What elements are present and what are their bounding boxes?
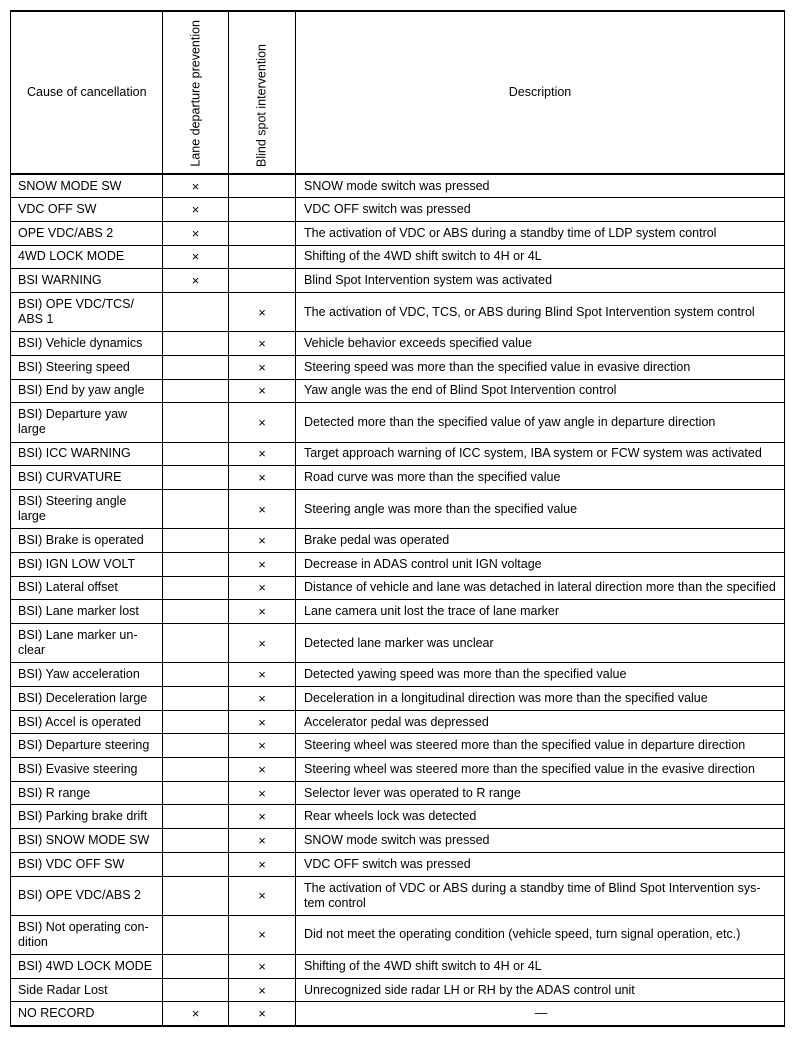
- bsi-mark-cell: ×: [229, 332, 296, 356]
- ldp-mark-cell: [163, 379, 229, 403]
- bsi-mark-cell: ×: [229, 489, 296, 528]
- description-cell: Steering wheel was steered more than the specified value in departure direction: [296, 734, 785, 758]
- cause-cell: BSI) OPE VDC/ABS 2: [11, 876, 163, 915]
- table-row: [11, 805, 785, 829]
- ldp-mark-cell: [163, 442, 229, 466]
- description-cell: The activation of VDC, TCS, or ABS during Blind Spot Intervention system control: [296, 292, 785, 331]
- description-cell: Selector lever was operated to R range: [296, 781, 785, 805]
- ldp-mark-cell: ×: [163, 174, 229, 198]
- cause-cell: BSI) Evasive steering: [11, 758, 163, 782]
- table-row: [11, 781, 785, 805]
- description-cell: Did not meet the operating condition (vehicle speed, turn signal operation, etc.): [296, 915, 785, 954]
- cause-cell: BSI) Lane marker lost: [11, 600, 163, 624]
- cause-cell: BSI) Parking brake drift: [11, 805, 163, 829]
- description-cell: Rear wheels lock was detected: [296, 805, 785, 829]
- cause-cell: BSI) 4WD LOCK MODE: [11, 955, 163, 979]
- description-cell: Detected yawing speed was more than the specified value: [296, 663, 785, 687]
- ldp-mark-cell: [163, 955, 229, 979]
- ldp-mark-cell: [163, 710, 229, 734]
- bsi-mark-cell: ×: [229, 915, 296, 954]
- description-cell: Steering wheel was steered more than the specified value in the evasive direction: [296, 758, 785, 782]
- cause-cell: BSI) Steering angle large: [11, 489, 163, 528]
- bsi-mark-cell: ×: [229, 292, 296, 331]
- ldp-mark-cell: [163, 978, 229, 1002]
- cause-cell: BSI) Yaw acceleration: [11, 663, 163, 687]
- cause-cell: BSI) ICC WARNING: [11, 442, 163, 466]
- bsi-mark-cell: [229, 221, 296, 245]
- header-cause: Cause of cancellation: [11, 11, 163, 174]
- table-row: [11, 624, 785, 663]
- cause-cell: SNOW MODE SW: [11, 174, 163, 198]
- ldp-mark-cell: ×: [163, 198, 229, 222]
- description-cell: Steering angle was more than the specified value: [296, 489, 785, 528]
- bsi-mark-cell: [229, 269, 296, 293]
- bsi-mark-cell: ×: [229, 876, 296, 915]
- table-row: [11, 292, 785, 331]
- header-ldp-label: Lane departure prevention: [188, 20, 202, 167]
- bsi-mark-cell: ×: [229, 442, 296, 466]
- table-row: [11, 174, 785, 198]
- cause-cell: BSI) R range: [11, 781, 163, 805]
- cause-cell: BSI) IGN LOW VOLT: [11, 552, 163, 576]
- description-cell: Shifting of the 4WD shift switch to 4H or 4L: [296, 245, 785, 269]
- bsi-mark-cell: ×: [229, 663, 296, 687]
- ldp-mark-cell: ×: [163, 245, 229, 269]
- table-row: [11, 379, 785, 403]
- ldp-mark-cell: ×: [163, 269, 229, 293]
- table-row: [11, 734, 785, 758]
- description-cell: The activation of VDC or ABS during a standby time of LDP system control: [296, 221, 785, 245]
- description-cell: Brake pedal was operated: [296, 529, 785, 553]
- table-body: [11, 174, 785, 1026]
- bsi-mark-cell: ×: [229, 781, 296, 805]
- ldp-mark-cell: [163, 758, 229, 782]
- table-row: [11, 687, 785, 711]
- ldp-mark-cell: [163, 552, 229, 576]
- table-row: [11, 852, 785, 876]
- bsi-mark-cell: [229, 198, 296, 222]
- cause-cell: BSI) VDC OFF SW: [11, 852, 163, 876]
- description-cell: Unrecognized side radar LH or RH by the ADAS control unit: [296, 978, 785, 1002]
- bsi-mark-cell: [229, 245, 296, 269]
- table-row: [11, 600, 785, 624]
- bsi-mark-cell: ×: [229, 355, 296, 379]
- cause-cell: BSI) Brake is operated: [11, 529, 163, 553]
- ldp-mark-cell: [163, 915, 229, 954]
- header-bsi-label: Blind spot intervention: [254, 44, 269, 167]
- description-cell: Accelerator pedal was depressed: [296, 710, 785, 734]
- ldp-mark-cell: [163, 734, 229, 758]
- table-row: [11, 1002, 785, 1026]
- table-row: [11, 710, 785, 734]
- ldp-mark-cell: [163, 355, 229, 379]
- table-row: [11, 489, 785, 528]
- description-cell: Target approach warning of ICC system, IBA system or FCW system was activated: [296, 442, 785, 466]
- header-blind-spot-intervention: [229, 11, 296, 174]
- bsi-mark-cell: ×: [229, 379, 296, 403]
- description-cell: Lane camera unit lost the trace of lane marker: [296, 600, 785, 624]
- bsi-mark-cell: ×: [229, 600, 296, 624]
- table-row: [11, 355, 785, 379]
- table-row: [11, 915, 785, 954]
- ldp-mark-cell: ×: [163, 221, 229, 245]
- bsi-mark-cell: ×: [229, 466, 296, 490]
- table-row: [11, 442, 785, 466]
- description-cell: Distance of vehicle and lane was detached in lateral direction more than the specified: [296, 576, 785, 600]
- cause-cell: BSI) SNOW MODE SW: [11, 829, 163, 853]
- ldp-mark-cell: [163, 489, 229, 528]
- table-row: [11, 758, 785, 782]
- cause-cell: BSI) Deceleration large: [11, 687, 163, 711]
- cause-cell: BSI) Vehicle dynamics: [11, 332, 163, 356]
- cause-cell: BSI) Accel is operated: [11, 710, 163, 734]
- bsi-mark-cell: ×: [229, 710, 296, 734]
- description-cell: Decrease in ADAS control unit IGN voltage: [296, 552, 785, 576]
- description-cell: Detected lane marker was unclear: [296, 624, 785, 663]
- ldp-mark-cell: [163, 829, 229, 853]
- table-row: [11, 529, 785, 553]
- bsi-mark-cell: ×: [229, 852, 296, 876]
- description-cell: SNOW mode switch was pressed: [296, 829, 785, 853]
- cause-cell: BSI) Not operating con- dition: [11, 915, 163, 954]
- cause-cell: BSI) End by yaw angle: [11, 379, 163, 403]
- ldp-mark-cell: [163, 466, 229, 490]
- bsi-mark-cell: ×: [229, 734, 296, 758]
- cause-cell: OPE VDC/ABS 2: [11, 221, 163, 245]
- table-header: [11, 11, 785, 174]
- ldp-mark-cell: [163, 876, 229, 915]
- cause-cell: Side Radar Lost: [11, 978, 163, 1002]
- bsi-mark-cell: ×: [229, 576, 296, 600]
- table-row: [11, 466, 785, 490]
- description-cell: —: [296, 1002, 785, 1026]
- cancellation-cause-table: [10, 10, 785, 1027]
- bsi-mark-cell: ×: [229, 529, 296, 553]
- cause-cell: BSI) Steering speed: [11, 355, 163, 379]
- bsi-mark-cell: ×: [229, 978, 296, 1002]
- header-lane-departure-prevention: [163, 11, 229, 174]
- table-row: [11, 221, 785, 245]
- ldp-mark-cell: [163, 624, 229, 663]
- description-cell: Detected more than the specified value of yaw angle in departure direction: [296, 403, 785, 442]
- ldp-mark-cell: [163, 687, 229, 711]
- ldp-mark-cell: [163, 852, 229, 876]
- bsi-mark-cell: ×: [229, 758, 296, 782]
- table-row: [11, 269, 785, 293]
- ldp-mark-cell: [163, 576, 229, 600]
- ldp-mark-cell: [163, 600, 229, 624]
- cause-cell: BSI) Departure yaw large: [11, 403, 163, 442]
- cause-cell: BSI) Departure steering: [11, 734, 163, 758]
- bsi-mark-cell: ×: [229, 1002, 296, 1026]
- bsi-mark-cell: ×: [229, 955, 296, 979]
- table-row: [11, 955, 785, 979]
- description-cell: Vehicle behavior exceeds specified value: [296, 332, 785, 356]
- cause-cell: 4WD LOCK MODE: [11, 245, 163, 269]
- bsi-mark-cell: ×: [229, 552, 296, 576]
- ldp-mark-cell: [163, 663, 229, 687]
- table-row: [11, 829, 785, 853]
- bsi-mark-cell: ×: [229, 624, 296, 663]
- bsi-mark-cell: ×: [229, 687, 296, 711]
- cause-cell: BSI) Lane marker un- clear: [11, 624, 163, 663]
- table-row: [11, 332, 785, 356]
- description-cell: VDC OFF switch was pressed: [296, 852, 785, 876]
- description-cell: Yaw angle was the end of Blind Spot Intervention control: [296, 379, 785, 403]
- ldp-mark-cell: [163, 805, 229, 829]
- bsi-mark-cell: ×: [229, 403, 296, 442]
- description-cell: Steering speed was more than the specified value in evasive direction: [296, 355, 785, 379]
- description-cell: Deceleration in a longitudinal direction was more than the specified value: [296, 687, 785, 711]
- cause-cell: BSI) CURVATURE: [11, 466, 163, 490]
- description-cell: VDC OFF switch was pressed: [296, 198, 785, 222]
- description-cell: Road curve was more than the specified value: [296, 466, 785, 490]
- ldp-mark-cell: [163, 781, 229, 805]
- table-row: [11, 663, 785, 687]
- cause-cell: VDC OFF SW: [11, 198, 163, 222]
- table-row: [11, 403, 785, 442]
- description-cell: The activation of VDC or ABS during a standby time of Blind Spot Intervention sys- tem control: [296, 876, 785, 915]
- table-row: [11, 576, 785, 600]
- table-row: [11, 876, 785, 915]
- ldp-mark-cell: [163, 292, 229, 331]
- cause-cell: BSI WARNING: [11, 269, 163, 293]
- bsi-mark-cell: ×: [229, 805, 296, 829]
- description-cell: Shifting of the 4WD shift switch to 4H or 4L: [296, 955, 785, 979]
- ldp-mark-cell: ×: [163, 1002, 229, 1026]
- cause-cell: BSI) OPE VDC/TCS/ ABS 1: [11, 292, 163, 331]
- table-row: [11, 552, 785, 576]
- cause-cell: BSI) Lateral offset: [11, 576, 163, 600]
- bsi-mark-cell: [229, 174, 296, 198]
- bsi-mark-cell: ×: [229, 829, 296, 853]
- header-description: Description: [296, 11, 785, 174]
- table-row: [11, 978, 785, 1002]
- ldp-mark-cell: [163, 332, 229, 356]
- ldp-mark-cell: [163, 403, 229, 442]
- table-row: [11, 245, 785, 269]
- description-cell: Blind Spot Intervention system was activated: [296, 269, 785, 293]
- ldp-mark-cell: [163, 529, 229, 553]
- table-row: [11, 198, 785, 222]
- description-cell: SNOW mode switch was pressed: [296, 174, 785, 198]
- cause-cell: NO RECORD: [11, 1002, 163, 1026]
